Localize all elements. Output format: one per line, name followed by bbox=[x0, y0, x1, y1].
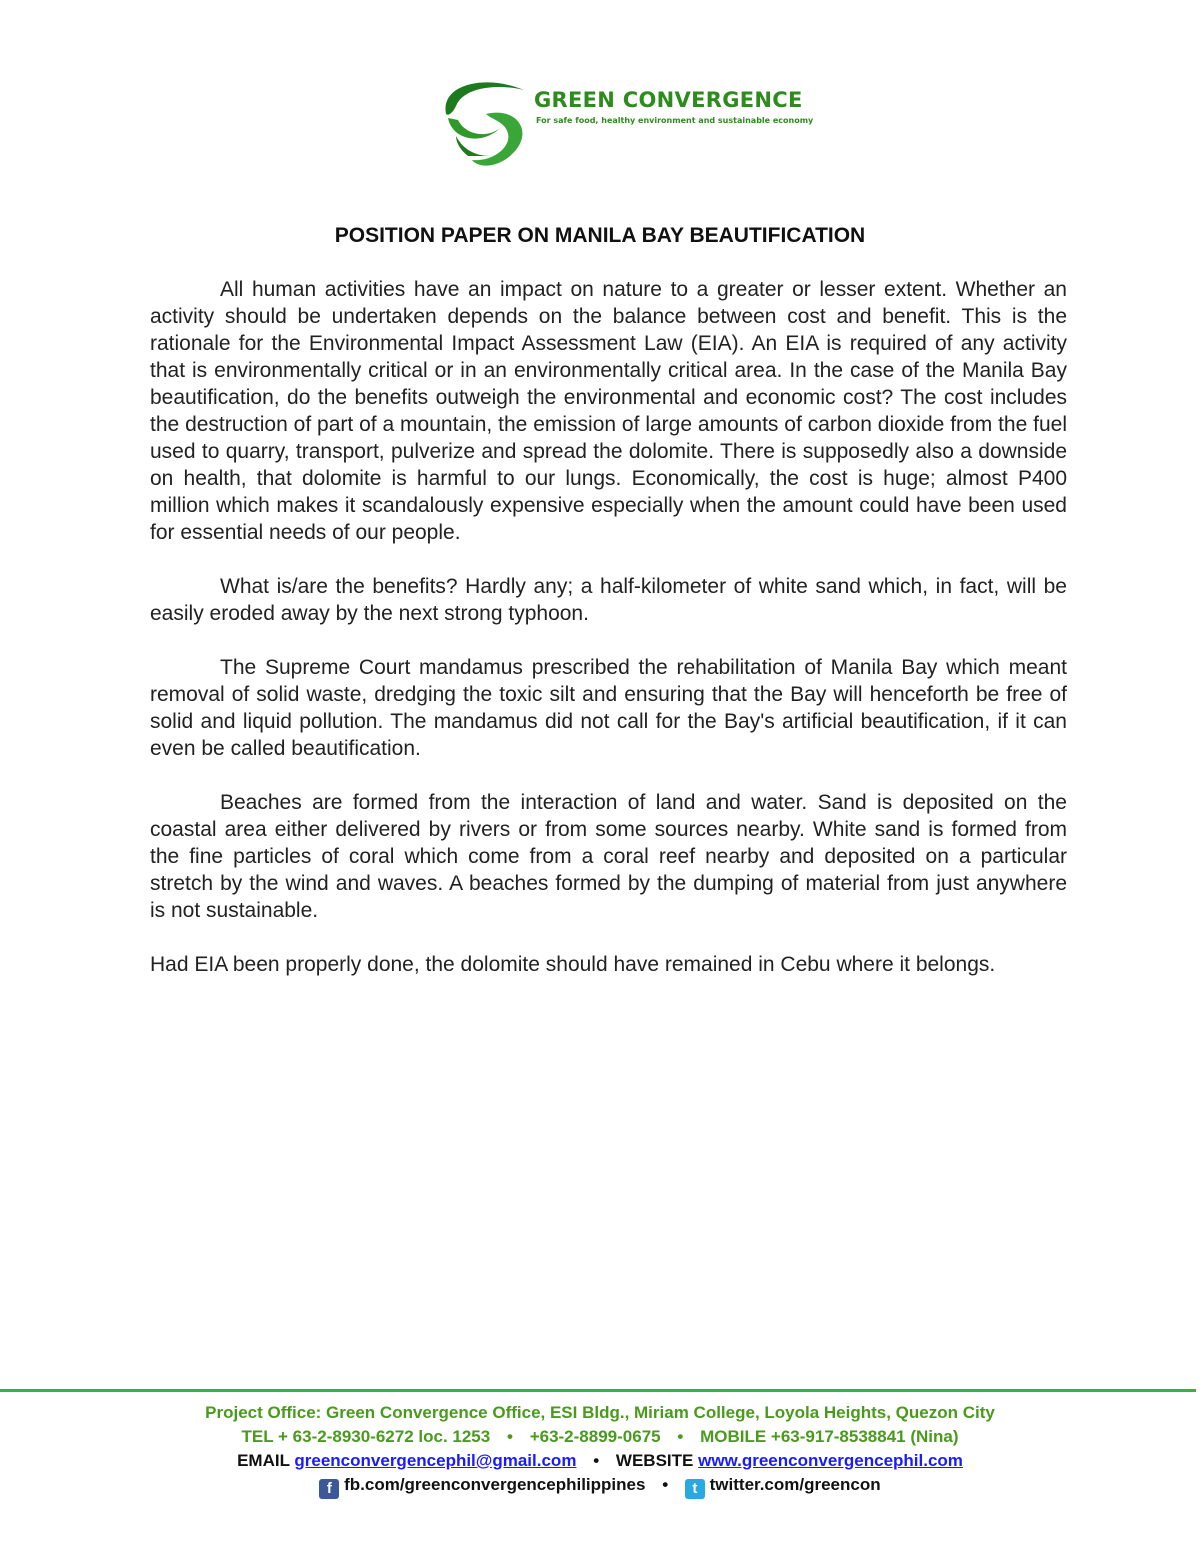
bullet: • bbox=[506, 1427, 513, 1446]
paragraph: All human activities have an impact on nature to a greater or lesser extent. Whether an activity should be undertaken depends on the balance between cost and benefit. This is the rationale for the Environmental Impact Assessment Law (EIA). An EIA is required of any activity that is environmentally critical or in an environmentally critical area. In the case of the Manila Bay beautification, do the benefits outweigh the environmental and economic cost? The cost includes the destruction of part of a mountain, the emission of large amounts of carbon dioxide from the fuel used to quarry, transport, pulverize and spread the dolomite. There is supposedly also a downside on health, that dolomite is harmful to our lungs. Economically, the cost is huge; almost P400 million which makes it scandalously expensive especially when the amount could have been used for essential needs of our people. bbox=[150, 278, 1067, 544]
facebook-handle[interactable]: fb.com/greenconvergencephilippines bbox=[344, 1475, 646, 1494]
paragraph: Had EIA been properly done, the dolomite should have remained in Cebu where it belongs. bbox=[150, 953, 996, 976]
paragraph: What is/are the benefits? Hardly any; a half-kilometer of white sand which, in fact, will be easily eroded away by the next strong typhoon. bbox=[150, 575, 1067, 625]
footer-tel: TEL + 63-2-8930-6272 loc. 1253 bbox=[241, 1427, 491, 1446]
footer-mobile: MOBILE +63-917-8538841 (Nina) bbox=[700, 1427, 959, 1446]
footer-tel2: +63-2-8899-0675 bbox=[529, 1427, 661, 1446]
logo-tagline: For safe food, healthy environment and sustainable economy bbox=[536, 116, 814, 125]
bullet: • bbox=[677, 1427, 684, 1446]
footer-phones bbox=[0, 1425, 1200, 1449]
footer bbox=[0, 1401, 1200, 1499]
document-body bbox=[150, 276, 1067, 1005]
document-title: POSITION PAPER ON MANILA BAY BEAUTIFICATION bbox=[334, 224, 866, 247]
twitter-handle[interactable]: twitter.com/greencon bbox=[709, 1475, 881, 1494]
footer-office: Project Office: Green Convergence Office, ESI Bldg., Miriam College, Loyola Heights, Quezon City bbox=[205, 1403, 995, 1422]
email-link[interactable]: greenconvergencephil@gmail.com bbox=[294, 1451, 577, 1470]
website-label: WEBSITE bbox=[615, 1451, 694, 1470]
bullet: • bbox=[593, 1451, 600, 1470]
twitter-icon[interactable]: t bbox=[685, 1479, 705, 1499]
footer-social bbox=[0, 1473, 1200, 1499]
logo-swirl-icon bbox=[438, 76, 538, 172]
website-link[interactable]: www.greenconvergencephil.com bbox=[698, 1451, 963, 1470]
logo-name: GREEN CONVERGENCE bbox=[534, 88, 803, 112]
brand-logo bbox=[438, 76, 814, 172]
footer-contacts bbox=[0, 1449, 1200, 1473]
bullet: • bbox=[662, 1475, 669, 1494]
email-label: EMAIL bbox=[237, 1451, 290, 1470]
footer-divider bbox=[0, 1389, 1196, 1392]
paragraph: The Supreme Court mandamus prescribed the rehabilitation of Manila Bay which meant removal of solid waste, dredging the toxic silt and ensuring that the Bay will henceforth be free of solid and liquid pollution. The mandamus did not call for the Bay's artificial beautification, if it can even be called beautification. bbox=[150, 656, 1067, 760]
paragraph: Beaches are formed from the interaction of land and water. Sand is deposited on the coastal area either delivered by rivers or from some sources nearby. White sand is formed from the fine particles of coral which come from a coral reef nearby and deposited on a particular stretch by the wind and waves. A beaches formed by the dumping of material from just anywhere is not sustainable. bbox=[150, 791, 1067, 922]
facebook-icon[interactable]: f bbox=[319, 1479, 339, 1499]
